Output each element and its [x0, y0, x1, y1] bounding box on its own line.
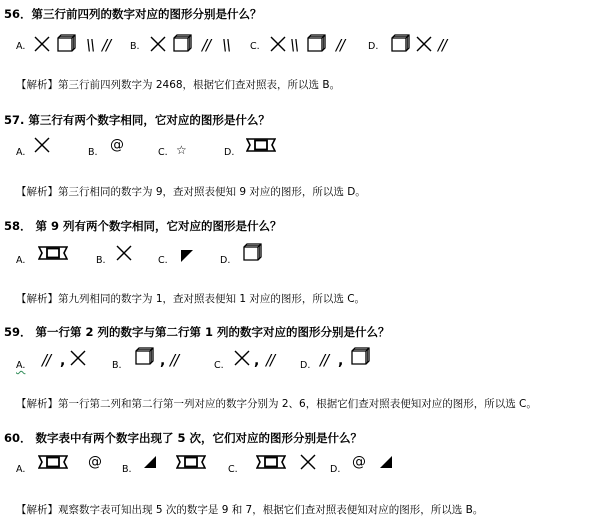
- box-icon: [56, 33, 78, 53]
- at-icon: @: [352, 454, 366, 470]
- option-b-label: B.: [122, 464, 132, 475]
- triangle-icon: [142, 454, 158, 470]
- slash-icon: //: [102, 36, 111, 54]
- question-60: 60． 数字表中有两个数字出现了 5 次，它们对应的图形分别是什么？: [4, 431, 363, 445]
- triangle-icon: [378, 454, 394, 470]
- cross-icon: [34, 137, 50, 153]
- option-d-label: D.: [368, 41, 379, 52]
- option-d-label: D.: [224, 147, 235, 158]
- box-icon: [306, 33, 328, 53]
- analysis-56: 【解析】第三行前四列数字为 2468，根据它们查对照表，所以选 B。: [16, 79, 341, 91]
- ribbon-icon: [176, 454, 206, 470]
- triangle-icon: [180, 249, 194, 263]
- question-59: 59． 第一行第 2 列的数字与第二行第 1 列的数字对应的图形分别是什么？: [4, 325, 390, 339]
- option-d-label: D.: [300, 360, 311, 371]
- slash-icon: //: [42, 351, 51, 369]
- slash-icon: //: [336, 36, 345, 54]
- cross-icon: [300, 454, 316, 470]
- star-icon: ☆: [176, 143, 187, 157]
- option-d-label: D.: [330, 464, 341, 475]
- comma-icon: ,: [60, 353, 66, 369]
- option-a-label: A.: [16, 255, 26, 266]
- analysis-59: 【解析】第一行第二列和第二行第一列对应的数字分别为 2、6，根据它们查对照表便知对应的图形，所以选 C。: [16, 398, 537, 410]
- question-57: 57. 第三行有两个数字相同，它对应的图形是什么？: [4, 113, 270, 127]
- slash-icon: //: [438, 36, 447, 54]
- box-icon: [390, 33, 412, 53]
- cross-icon: [234, 350, 250, 366]
- ribbon-icon: [38, 245, 68, 261]
- comma-icon: ,: [160, 353, 166, 369]
- option-a-label: A.: [16, 41, 26, 52]
- ribbon-icon: [256, 454, 286, 470]
- box-icon: [350, 346, 372, 366]
- box-icon: [134, 346, 156, 366]
- analysis-57: 【解析】第三行相同的数字为 9，查对照表便知 9 对应的图形，所以选 D。: [16, 186, 366, 198]
- cross-icon: [70, 350, 86, 366]
- slash-icon: //: [170, 351, 179, 369]
- analysis-58: 【解析】第九列相同的数字为 1，查对照表便知 1 对应的图形，所以选 C。: [16, 293, 366, 305]
- cross-icon: [116, 245, 132, 261]
- option-c-label: C.: [250, 41, 260, 52]
- box-icon: [172, 33, 194, 53]
- cross-icon: [270, 36, 286, 52]
- option-c-label: C.: [228, 464, 238, 475]
- cross-icon: [416, 36, 432, 52]
- backslash-icon: \\: [86, 36, 95, 54]
- option-a-label: A.: [16, 464, 26, 475]
- slash-icon: //: [320, 351, 329, 369]
- at-icon: @: [110, 137, 124, 153]
- comma-icon: ,: [338, 353, 344, 369]
- option-c-label: C.: [158, 255, 168, 266]
- cross-icon: [150, 36, 166, 52]
- analysis-60: 【解析】观察数字表可知出现 5 次的数字是 9 和 7，根据它们查对照表便知对应的图形，所以选 B。: [16, 504, 484, 516]
- at-icon: @: [88, 454, 102, 470]
- option-c-label: C.: [214, 360, 224, 371]
- option-b-label: B.: [112, 360, 122, 371]
- slash-icon: //: [202, 36, 211, 54]
- backslash-icon: \\: [222, 36, 231, 54]
- question-58: 58． 第 9 列有两个数字相同，它对应的图形是什么？: [4, 219, 282, 233]
- option-a-label: A.: [16, 147, 26, 158]
- slash-icon: //: [266, 351, 275, 369]
- option-b-label: B.: [130, 41, 140, 52]
- backslash-icon: \\: [290, 36, 299, 54]
- ribbon-icon: [246, 137, 276, 153]
- option-b-label: B.: [96, 255, 106, 266]
- option-b-label: B.: [88, 147, 98, 158]
- option-c-label: C.: [158, 147, 168, 158]
- ribbon-icon: [38, 454, 68, 470]
- question-56: 56．第三行前四列的数字对应的图形分别是什么？: [4, 7, 262, 21]
- option-d-label: D.: [220, 255, 231, 266]
- comma-icon: ,: [254, 353, 260, 369]
- cross-icon: [34, 36, 50, 52]
- option-a-label: A.: [16, 360, 26, 371]
- box-icon: [242, 242, 264, 262]
